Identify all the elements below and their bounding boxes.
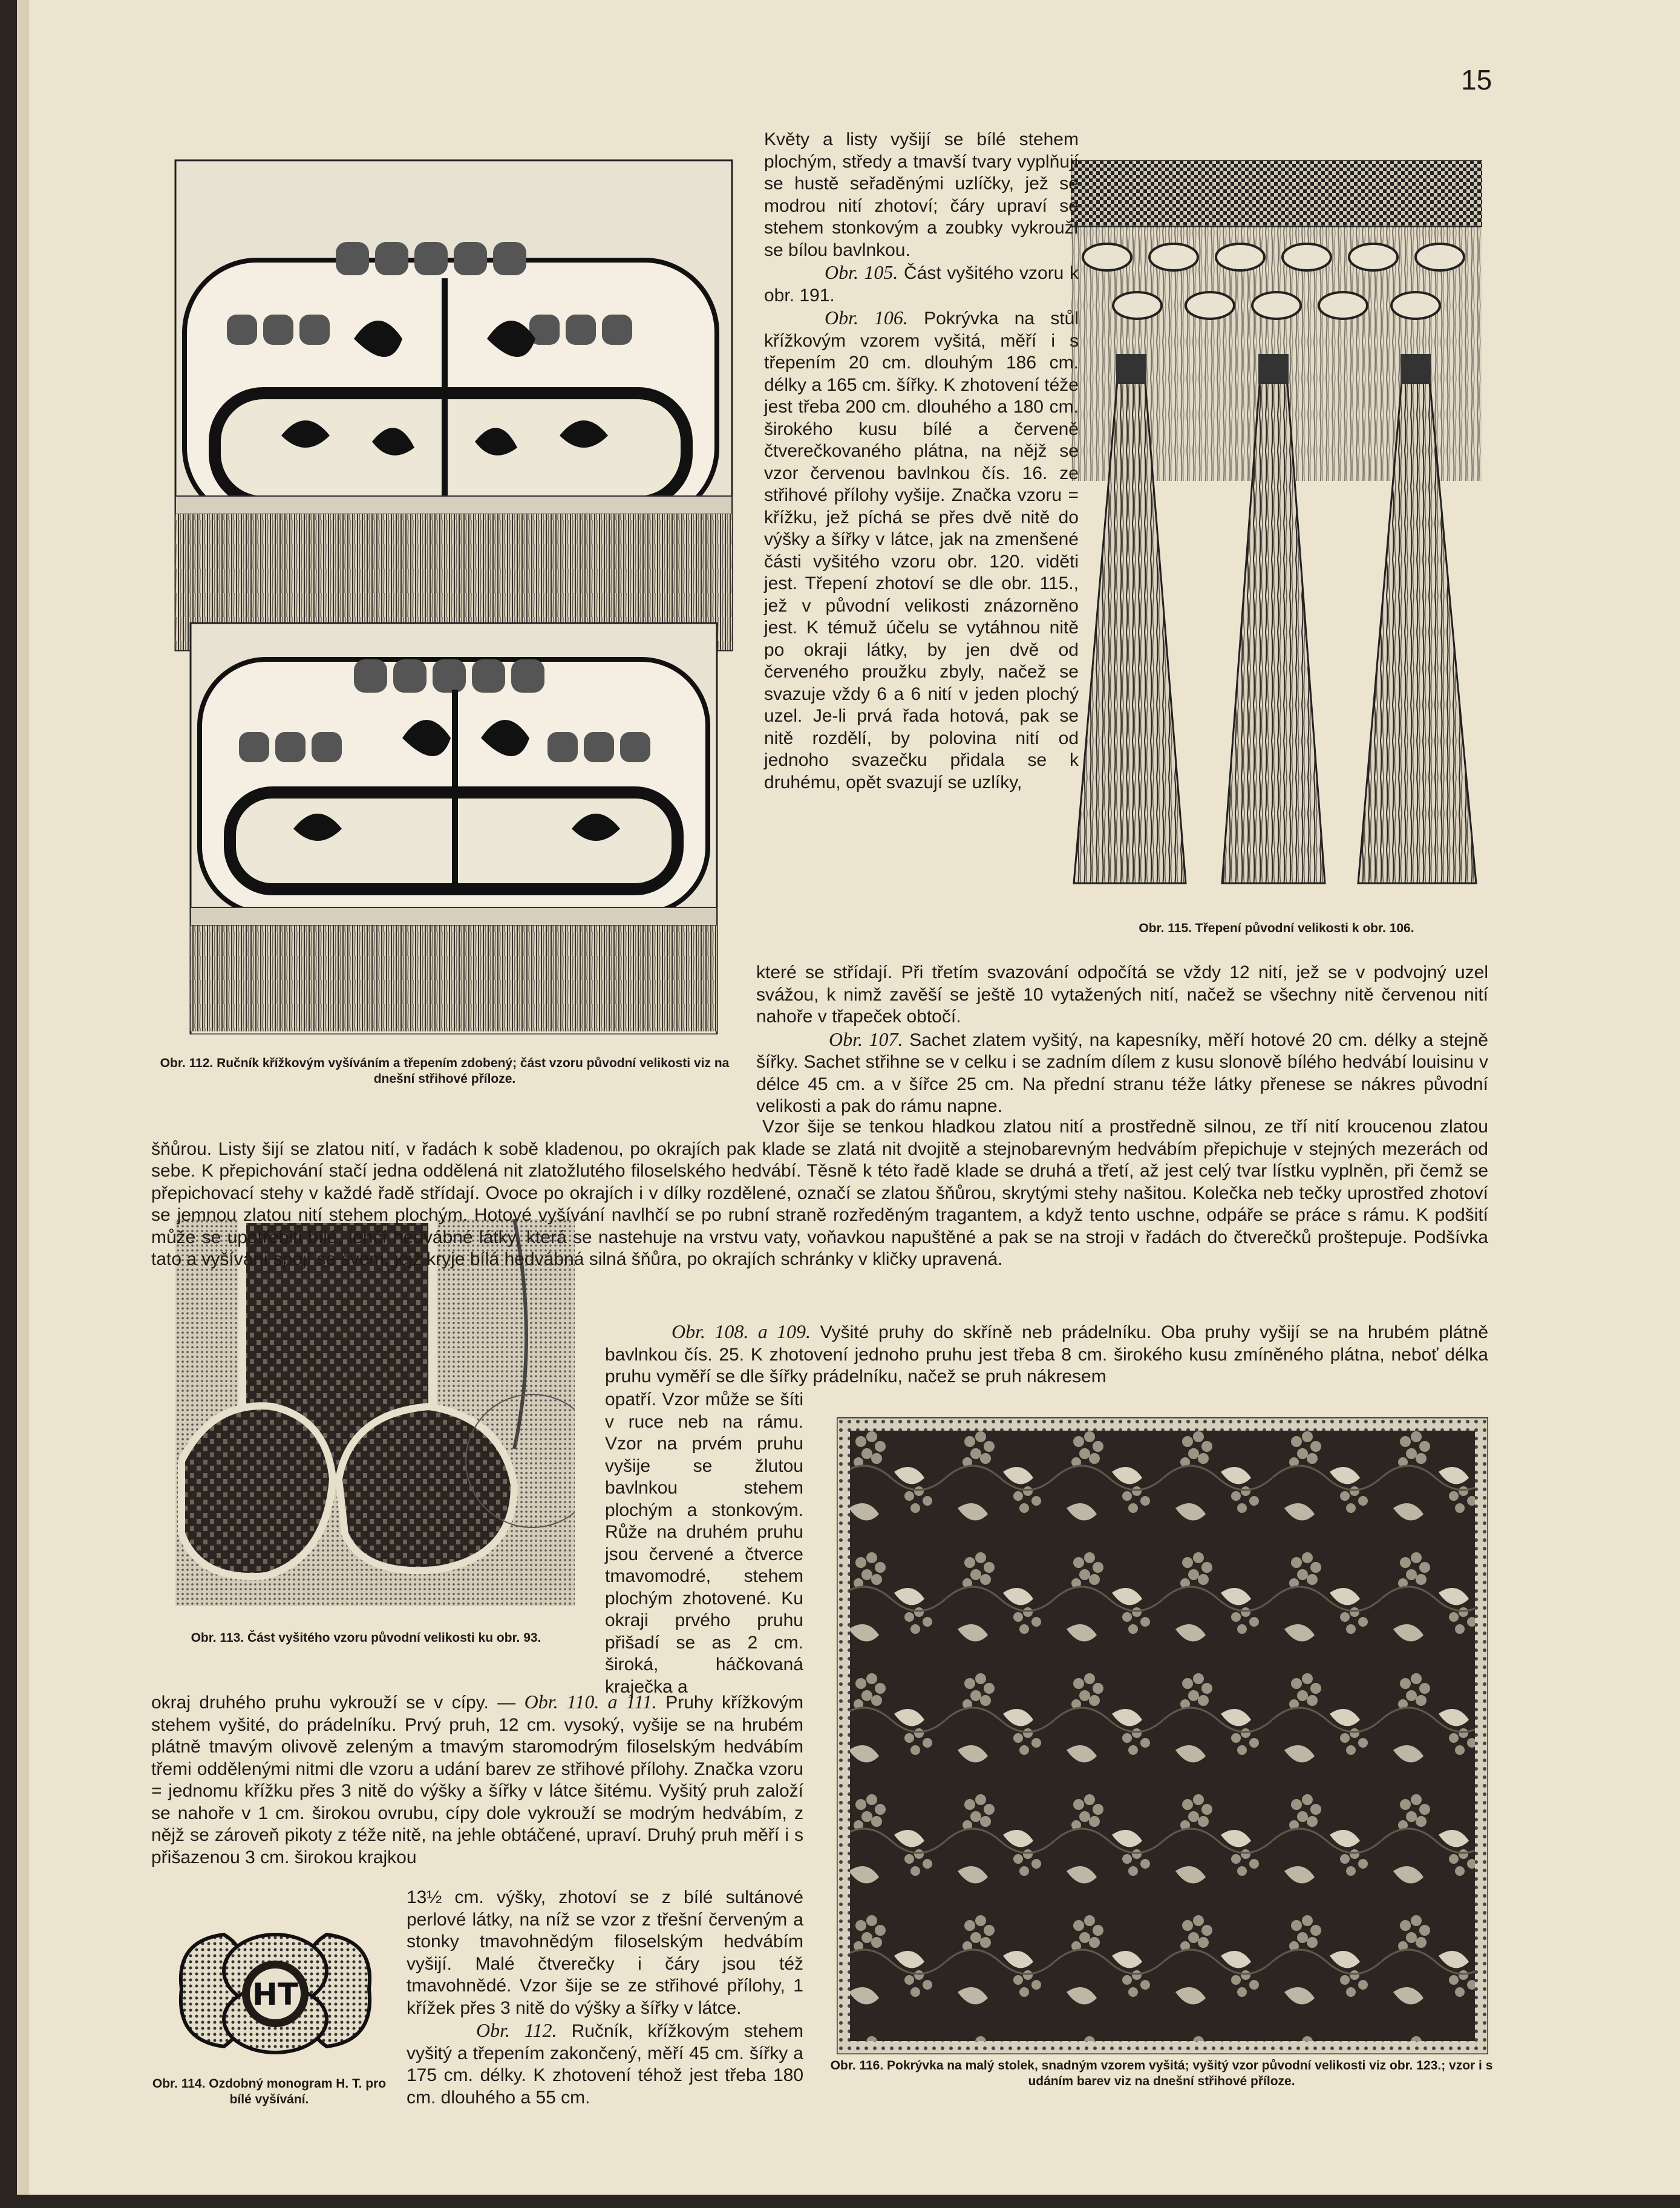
text-wide-gold-embroidery — [151, 1116, 1488, 1271]
figure-114-monogram — [169, 1922, 381, 2063]
caption-fig-114: Obr. 114. Ozdobný monogram H. T. pro bílé vyšívání. — [152, 2077, 387, 2106]
monogram-letters: HT — [252, 1977, 298, 2012]
paragraph-narrow: opatří. Vzor může se šíti v ruce neb na rámu. Vzor na prvém pruhu vyšije se žlutou bavlnkou stehem plochým a stonkovým. Růže na druhém pruhu jsou červené a čtverce tmavomodré, stehem plochým zhotovené. Ku okraji prvého pruhu přišadí se as 2 cm. široká, háčkovaná kraječka a — [605, 1390, 803, 1697]
label-obr-106: Obr. 106. — [825, 307, 908, 328]
paragraph-obr-106-cont: které se střídají. Při třetím svazování odpočítá se vždy 12 nití, jež se v podvojný uzel svážou, k nimž zavěší se ještě 10 vytažených nití, načež se všechny nitě červenou nití nahoře v třapeček obtočí. — [756, 962, 1488, 1027]
text-obr-112: Ručník, křížkovým stehem vyšitý a třepením zakončený, měří 45 cm. šířky a 175 cm. délky. K zhotovení téhož jest třeba 180 cm. dlouhého a 55 cm. — [407, 2021, 803, 2108]
paragraph-obr-106 — [764, 307, 1079, 794]
label-obr-105: Obr. 105. — [825, 261, 898, 283]
figure-113-embroidery-detail — [175, 1219, 575, 1606]
text-intro-column — [764, 129, 1079, 794]
paragraph-obr-110-cont: 13½ cm. výšky, zhotoví se z bílé sultánové perlové látky, na níž se vzor z třešní červeným a stonky tmavohnědým filoselským hedvábím vyšijí. Malé čtverečky i čáry jsou též tmavohnědé. Vzor šije se ze střihové přílohy, 1 křížek přes 3 nitě do výšky a šířky v látce. — [407, 1887, 803, 2018]
paragraph-obr-107 — [756, 1028, 1488, 1118]
text-obr-108: Vyšité pruhy do skříně neb prádelníku. Oba pruhy vyšijí se na hrubém plátně bavlnkou čís. 25. K zhotovení jednoho pruhu jest třeba 8 cm. širokého kusu zmíněného plátna, neboť délka pruhu vyměří se dle šířky prádelníku, načež se pruh nákresem — [605, 1322, 1489, 1387]
figure-116-tablecloth — [837, 1417, 1488, 2054]
label-obr-110: Obr. 110. a 111. — [524, 1691, 657, 1713]
paragraph-obr-112 — [407, 2019, 803, 2109]
page-bottom-edge — [0, 2195, 1680, 2208]
text-lower-narrow — [407, 1887, 803, 2109]
caption-fig-116: Obr. 116. Pokrývka na malý stolek, snadným vzorem vyšitá; vyšitý vzor původní velikosti viz obr. 123.; vzor i s udáním barev viz na dnešní střihové příloze. — [830, 2059, 1493, 2088]
page-number: 15 — [1461, 64, 1492, 96]
paragraph-obr-110 — [151, 1691, 803, 1869]
book-spine — [0, 0, 17, 2208]
caption-fig-115: Obr. 115. Třepení původní velikosti k obr. 106. — [1139, 921, 1414, 935]
text-middle-right — [756, 962, 1488, 1118]
paragraph-flowers: Květy a listy vyšijí se bílé stehem plochým, středy a tmavší tvary vyplňují se hustě seřaděnými uzlíčky, jež se modrou nití zhotoví; čáry upraví se stehem stonkovým a zoubky vykrouží se bílou bavlnkou. — [764, 129, 1079, 260]
text-obr-107: Sachet zlatem vyšitý, na kapesníky, měří hotové 20 cm. délky a stejně šířky. Sachet střihne se v celku i se zadním dílem z kusu slonově bílého hedvábí louisinu v délce 45 cm. a v šířce 25 cm. Na přední stranu téže látky přenese se nákres původní velikosti a pak do rámu napne. — [756, 1030, 1488, 1116]
text-obr-108 — [605, 1321, 1488, 1388]
paragraph-obr-108 — [605, 1321, 1488, 1388]
page-gutter — [17, 0, 29, 2208]
text-narrow-column — [605, 1389, 803, 1698]
text-lower-lead: okraj druhého pruhu vykrouží se v cípy. — — [151, 1693, 525, 1713]
caption-fig-113: Obr. 113. Část vyšitého vzoru původní velikosti ku obr. 93. — [191, 1631, 541, 1645]
text-obr-106: Pokrývka na stůl křížkovým vzorem vyšitá, měří i s třepením 20 cm. dlouhým 186 cm. délky a 165 cm. šířky. K zhotovení téže jest třeba 200 cm. dlouhého a 180 cm. širokého kusu bílé a červeně čtverečkovaného plátna, na nějž se vzor červenou bavlnkou čís. 16. ze střihové přílohy vyšije. Značka vzoru = křížku, jež píchá se přes dvě nitě do výšky a šířky v látce, jak na zmenšené části vyšitého vzoru obr. 120. viděti jest. Třepení zhotoví se dle obr. 115., jež v původní velikosti znázorněno jest. K témuž účelu se vytáhnou nitě po okraji látky, by jen dvě od červeného proužku zbyly, načež se svazuje vždy 6 a 6 nití v jeden plochý uzel. Je-li prvá řada hotová, pak se nitě rozdělí, by polovina nití od jednoho svazečku přidala se k druhému, opět svazují se uzlíky, — [764, 309, 1079, 792]
text-obr-105: Část vyšitého vzoru k obr. 191. — [764, 263, 1079, 305]
paragraph-gold-embroidery: Vzor šije se tenkou hladkou zlatou nití a prostředně silnou, ze tří nití kroucenou zlatou šňůrou. Listy šijí se zlatou nití, v řadách k sobě kladenou, po okrajích pak klade se zlatá nit dvojitě a stejnobarevným hedvábím přepichuje v stejných mezerách od sebe. K přepichování stačí jedna oddělená nit zlatožlutého filoselského hedvábí. Těsně k této řadě klade se druhá a třetí, až jest celý tvar lístku vyplněn, při čemž se přepichovací stehy v každé řadě střídají. Ovoce po okrajích i v dílky rozdělené, označí se zlatou šňůrou, skrytými stehy našitou. Kolečka neb tečky uprostřed zhotoví se jemnou zlatou nití stehem plochým. Hotové vyšívání navlhčí se po rubní straně rozředěným tragantem, a když tento uschne, odpáře se práce s rámu. K podšití může se upotřebiti bílé, lehčí hedvábné látky, která se nastehuje na vrstvu vaty, voňavkou napuštěné a pak se na stroji v řadách do čtverečků proštepuje. Podšívka tato a vyšívání spojí se švem, jejž kryje bílá hedvábná silná šňůra, po okrajích schránky v kličky upravená. — [151, 1117, 1488, 1269]
figure-115-fringe — [1071, 160, 1482, 886]
caption-fig-112: Obr. 112. Ručník křížkovým vyšíváním a třepením zdobený; část vzoru původní velikosti viz na dnešní střihové příloze. — [160, 1056, 730, 1086]
text-lower-left — [151, 1691, 803, 1869]
text-obr-110: Pruhy křížkovým stehem vyšité, do prádelníku. Prvý pruh, 12 cm. vysoký, vyšije se na hrubém plátně tmavým olivově zeleným a tmavým staromodrým filoselským hedvábím třemi oddělenými nitmi dle vzoru a udání barev ze střihové přílohy. Značka vzoru = jednomu křížku přes 3 nitě do výšky a šířky v látce šitému. Vyšitý pruh založí se nahoře v 1 cm. širokou ovrubu, cípy dole vykrouží se modrým hedvábím, z nějž se zároveň pikoty z téže nitě, na jehle obtáčené, upraví. Druhý pruh měří i s přišazenou 3 cm. širokou krajkou — [151, 1693, 803, 1867]
label-obr-107: Obr. 107. — [829, 1028, 903, 1050]
paragraph-obr-105 — [764, 261, 1079, 307]
label-obr-108: Obr. 108. a 109. — [672, 1321, 811, 1342]
label-obr-112: Obr. 112. — [476, 2019, 557, 2041]
figure-112-towel — [172, 157, 735, 1034]
